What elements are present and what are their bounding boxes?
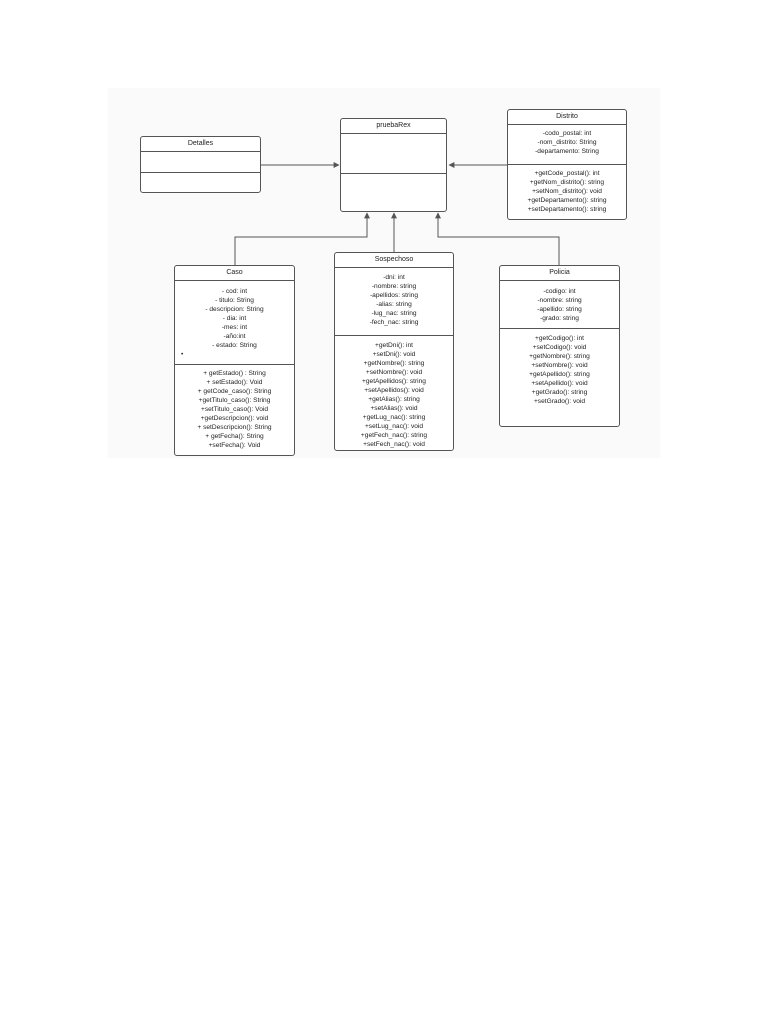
- attribute-line: -año:int: [223, 333, 246, 340]
- attribute-line: -lug_nac: string: [371, 310, 417, 317]
- method-line: +getNom_distrito(): string: [529, 179, 605, 186]
- methods-section: [500, 329, 619, 406]
- method-line: +setNombre(): void: [531, 362, 588, 369]
- attribute-line: -apellido: string: [537, 306, 582, 313]
- method-line: +setFecha(): Void: [208, 442, 261, 449]
- attributes-section: [341, 134, 446, 174]
- method-line: + getCode_caso(): String: [197, 388, 272, 395]
- method-line: +getAlias(): string: [368, 396, 420, 403]
- method-line: + setEstado(): Void: [206, 379, 263, 386]
- attribute-line: -mes: int: [221, 324, 248, 331]
- method-line: +getDescripcion(): void: [200, 415, 269, 422]
- attributes-section: [500, 281, 619, 329]
- attribute-line: - cod: int: [221, 288, 248, 295]
- attribute-line: - dia: int: [222, 315, 247, 322]
- method-line: +getCodigo(): int: [535, 335, 584, 342]
- attribute-line: - estado: String: [212, 342, 257, 349]
- class-box-caso[interactable]: [174, 265, 295, 456]
- attribute-line: -codo_postal: int: [542, 130, 592, 137]
- class-name: Detalles: [141, 137, 260, 152]
- attribute-line: -departamento: String: [535, 148, 599, 155]
- method-line: + getFecha(): String: [205, 433, 264, 440]
- method-line: +getDni(): int: [375, 342, 413, 349]
- method-line: +getNombre(): string: [363, 360, 425, 367]
- attribute-line: -dni: int: [383, 274, 405, 281]
- method-line: + setDescripcion(): String: [197, 424, 272, 431]
- method-line: +setFech_nac(): void: [363, 441, 425, 448]
- attributes-section: [508, 125, 626, 165]
- attribute-line: -nombre: string: [537, 297, 582, 304]
- method-line: +setDni(): void: [372, 351, 416, 358]
- method-line: +getDepartamento(): string: [527, 197, 607, 204]
- method-line: +getLug_nac(): string: [362, 414, 426, 421]
- methods-section: [508, 165, 626, 214]
- class-name: Caso: [175, 266, 294, 281]
- attribute-line: -grado: string: [540, 315, 579, 322]
- method-line: +setLug_nac(): void: [364, 423, 424, 430]
- method-line: +setApellidos(): void: [364, 387, 424, 394]
- attribute-line: -codigo: int: [543, 288, 576, 295]
- attribute-line: - descripcion: String: [205, 306, 264, 313]
- attribute-line: -apellidos: string: [369, 292, 418, 299]
- inheritance-line-policia-pruebarex: [438, 213, 559, 265]
- method-line: +setCodigo(): void: [532, 344, 587, 351]
- attributes-section: [335, 268, 453, 336]
- class-box-sospechoso[interactable]: [334, 252, 454, 451]
- method-line: +getNombre(): string: [529, 353, 590, 360]
- attributes-section: [141, 152, 260, 173]
- method-line: + getEstado() : String: [203, 370, 266, 377]
- attribute-line: -nom_distrito: String: [537, 139, 597, 146]
- method-line: +setTitulo_caso(): Void: [200, 406, 268, 413]
- method-line: +getApellido(): string: [529, 371, 590, 378]
- method-line: +getApellidos(): string: [362, 378, 426, 385]
- class-box-detalles[interactable]: [140, 136, 261, 193]
- attribute-line: -alias: string: [376, 301, 412, 308]
- class-name: Policia: [500, 266, 619, 281]
- method-line: +getTitulo_caso(): String: [198, 397, 271, 404]
- attribute-line: -nombre: string: [371, 283, 417, 290]
- attribute-line: -fech_nac: string: [369, 319, 419, 326]
- class-box-pruebarex[interactable]: [340, 118, 447, 212]
- class-box-policia[interactable]: [499, 265, 620, 427]
- method-line: +getFech_nac(): string: [360, 432, 428, 439]
- method-line: +setApellido(): void: [531, 380, 588, 387]
- method-line: +setDepartamento(): string: [527, 206, 607, 213]
- attribute-bullet: •: [181, 351, 184, 358]
- class-name: Sospechoso: [335, 253, 453, 268]
- class-name: pruebaRex: [341, 119, 446, 134]
- attributes-section: [175, 281, 294, 365]
- class-name: Distrito: [508, 110, 626, 125]
- method-line: +setNombre(): void: [365, 369, 423, 376]
- methods-section: [335, 336, 453, 449]
- attribute-line: - titulo: String: [215, 297, 254, 304]
- methods-section: [175, 365, 294, 450]
- class-box-distrito[interactable]: [507, 109, 627, 220]
- method-line: +setAlias(): void: [370, 405, 418, 412]
- method-line: +setNom_distrito(): void: [532, 188, 602, 195]
- method-line: +getCode_postal(): int: [534, 170, 600, 177]
- method-line: +getGrado(): string: [531, 389, 588, 396]
- method-line: +setGrado(): void: [533, 398, 586, 405]
